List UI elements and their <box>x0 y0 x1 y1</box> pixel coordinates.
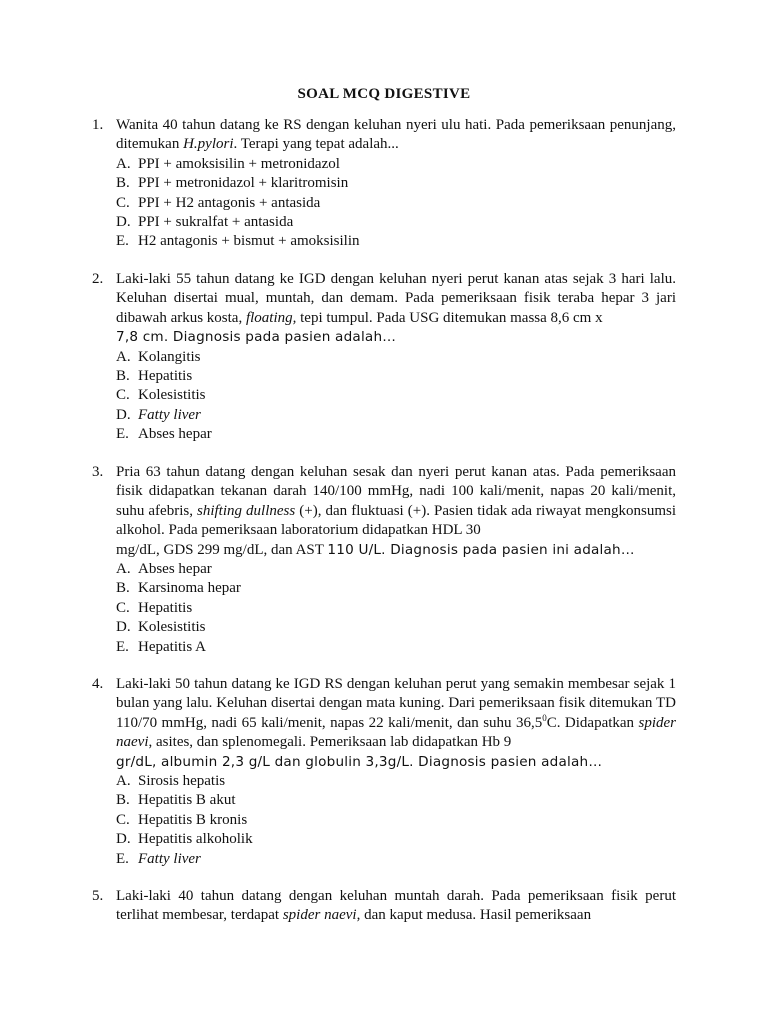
option-letter: D. <box>116 213 131 230</box>
question-2 <box>92 270 676 445</box>
stem-text: gr/dL, albumin 2,3 g/L dan globulin 3,3g/L. Diagnosis pasien adalah… <box>116 753 603 770</box>
option-letter: E. <box>116 233 129 250</box>
option-a <box>116 772 676 791</box>
option-e <box>116 425 676 444</box>
option-c <box>116 194 676 213</box>
question-stem <box>116 116 676 155</box>
option-text: Abses hepar <box>138 561 212 578</box>
option-a <box>116 560 676 579</box>
option-text: Fatty liver <box>138 406 201 423</box>
stem-text: tepi tumpul. Pada USG ditemukan massa 8,6 cm x <box>296 309 603 326</box>
option-letter: A. <box>116 348 131 365</box>
stem-italic: floating, <box>245 309 297 326</box>
option-letter: B. <box>116 175 130 192</box>
option-text: PPI + metronidazol + klaritromisin <box>138 175 349 192</box>
option-text: Hepatitis <box>138 368 193 385</box>
option-letter: A. <box>116 155 131 172</box>
stem-text: (+), dan fluktuasi (+). Pasien tidak ada riwayat mengkonsumsi alkohol. Pada pemeriksaan laboratorium didapatkan HDL 30 <box>116 502 676 539</box>
question-4 <box>92 675 676 869</box>
question-number: 2. <box>92 271 104 287</box>
option-letter: D. <box>116 831 131 848</box>
stem-text: C. Didapatkan <box>546 714 639 731</box>
question-number: 1. <box>92 117 104 133</box>
options-list <box>116 772 676 869</box>
option-a <box>116 155 676 174</box>
option-letter: D. <box>116 619 131 636</box>
option-letter: A. <box>116 773 131 790</box>
question-1 <box>92 116 676 252</box>
stem-text: 110 U/L. Diagnosis pada pasien ini adalah… <box>327 541 635 558</box>
option-text: Hepatitis B kronis <box>138 811 248 828</box>
stem-text: , dan kaput medusa. Hasil pemeriksaan <box>356 907 592 924</box>
question-stem <box>116 887 676 926</box>
option-letter: B. <box>116 792 130 809</box>
degree-superscript: 0 <box>542 712 547 723</box>
option-text: Sirosis hepatis <box>138 773 226 790</box>
option-letter: E. <box>116 638 129 655</box>
option-e <box>116 638 676 657</box>
question-stem <box>116 463 676 560</box>
option-text: Hepatitis A <box>138 638 206 655</box>
option-text: Hepatitis alkoholik <box>138 831 253 848</box>
page-title: SOAL MCQ DIGESTIVE <box>297 86 471 102</box>
option-letter: B. <box>116 580 130 597</box>
question-stem <box>116 270 676 348</box>
stem-text: Laki-laki 55 tahun datang ke IGD dengan keluhan nyeri perut kanan atas sejak 3 hari lalu. Keluhan disertai mual, muntah, dan demam. Pada pemeriksaan fisik teraba hepar 3 jari dibawah arkus kosta, <box>116 271 676 326</box>
option-text: PPI + H2 antagonis + antasida <box>138 194 321 211</box>
option-d <box>116 213 676 232</box>
stem-text: mg/dL, GDS 299 mg/dL, dan AST <box>116 541 328 558</box>
stem-italic: spider naevi <box>282 907 357 924</box>
stem-text: , asites, dan splenomegali. Pemeriksaan lab didapatkan Hb 9 <box>148 734 512 751</box>
option-b <box>116 367 676 386</box>
option-e <box>116 850 676 869</box>
options-list <box>116 155 676 252</box>
option-b <box>116 791 676 810</box>
option-letter: E. <box>116 850 129 867</box>
option-letter: E. <box>116 426 129 443</box>
stem-text: 7,8 cm. Diagnosis pada pasien adalah… <box>116 329 397 346</box>
option-letter: C. <box>116 599 130 616</box>
question-5 <box>92 887 676 926</box>
option-text: Abses hepar <box>138 426 212 443</box>
stem-italic: shifting dullness <box>197 502 296 519</box>
stem-text: Laki-laki 50 tahun datang ke IGD RS dengan keluhan perut yang semakin membesar sejak 1 bulan yang lalu. Keluhan disertai dengan mata kuning. Dari pemeriksaan fisik ditemukan TD 110/70 mmHg, nadi 65 kali/menit, napas 22 kali/menit, dan suhu 36,5 <box>116 676 676 731</box>
stem-text: Wanita 40 tahun datang ke RS dengan keluhan nyeri ulu hati. Pada pemeriksaan penunjang, ditemukan <box>116 117 676 153</box>
option-letter: B. <box>116 368 130 385</box>
option-text: Kolesistitis <box>138 619 206 636</box>
stem-text: Pria 63 tahun datang dengan keluhan sesak dan nyeri perut kanan atas. Pada pemeriksaan fisik didapatkan tekanan darah 140/100 mmHg, nadi 100 kali/menit, napas 20 kali/menit, suhu afebris, <box>116 464 676 519</box>
option-d <box>116 406 676 425</box>
option-b <box>116 579 676 598</box>
question-stem <box>116 675 676 772</box>
option-text: PPI + amoksisilin + metronidazol <box>138 155 340 172</box>
question-number: 3. <box>92 464 104 480</box>
option-c <box>116 599 676 618</box>
option-letter: D. <box>116 406 131 423</box>
options-list <box>116 560 676 657</box>
option-letter: A. <box>116 561 131 578</box>
option-text: Hepatitis <box>138 599 193 616</box>
option-b <box>116 174 676 193</box>
option-d <box>116 830 676 849</box>
stem-italic: H.pylori <box>183 136 234 153</box>
option-text: Kolangitis <box>138 348 201 365</box>
option-text: Kolesistitis <box>138 387 206 404</box>
stem-italic: spider naevi <box>116 714 676 751</box>
option-e <box>116 232 676 251</box>
option-letter: C. <box>116 194 130 211</box>
option-d <box>116 618 676 637</box>
option-text: Hepatitis B akut <box>138 792 236 809</box>
option-text: H2 antagonis + bismut + amoksisilin <box>138 233 360 250</box>
option-letter: C. <box>116 811 130 828</box>
option-text: Karsinoma hepar <box>138 580 241 597</box>
options-list <box>116 348 676 445</box>
question-number: 4. <box>92 676 104 692</box>
option-c <box>116 386 676 405</box>
stem-text: . Terapi yang tepat adalah... <box>233 136 399 153</box>
question-3 <box>92 463 676 657</box>
option-text: Fatty liver <box>138 850 201 867</box>
option-text: PPI + sukralfat + antasida <box>138 213 294 230</box>
question-number: 5. <box>92 888 104 904</box>
option-letter: C. <box>116 387 130 404</box>
option-c <box>116 811 676 830</box>
stem-text: Laki-laki 40 tahun datang dengan keluhan muntah darah. Pada pemeriksaan fisik perut terlihat membesar, terdapat <box>116 888 676 924</box>
option-a <box>116 348 676 367</box>
